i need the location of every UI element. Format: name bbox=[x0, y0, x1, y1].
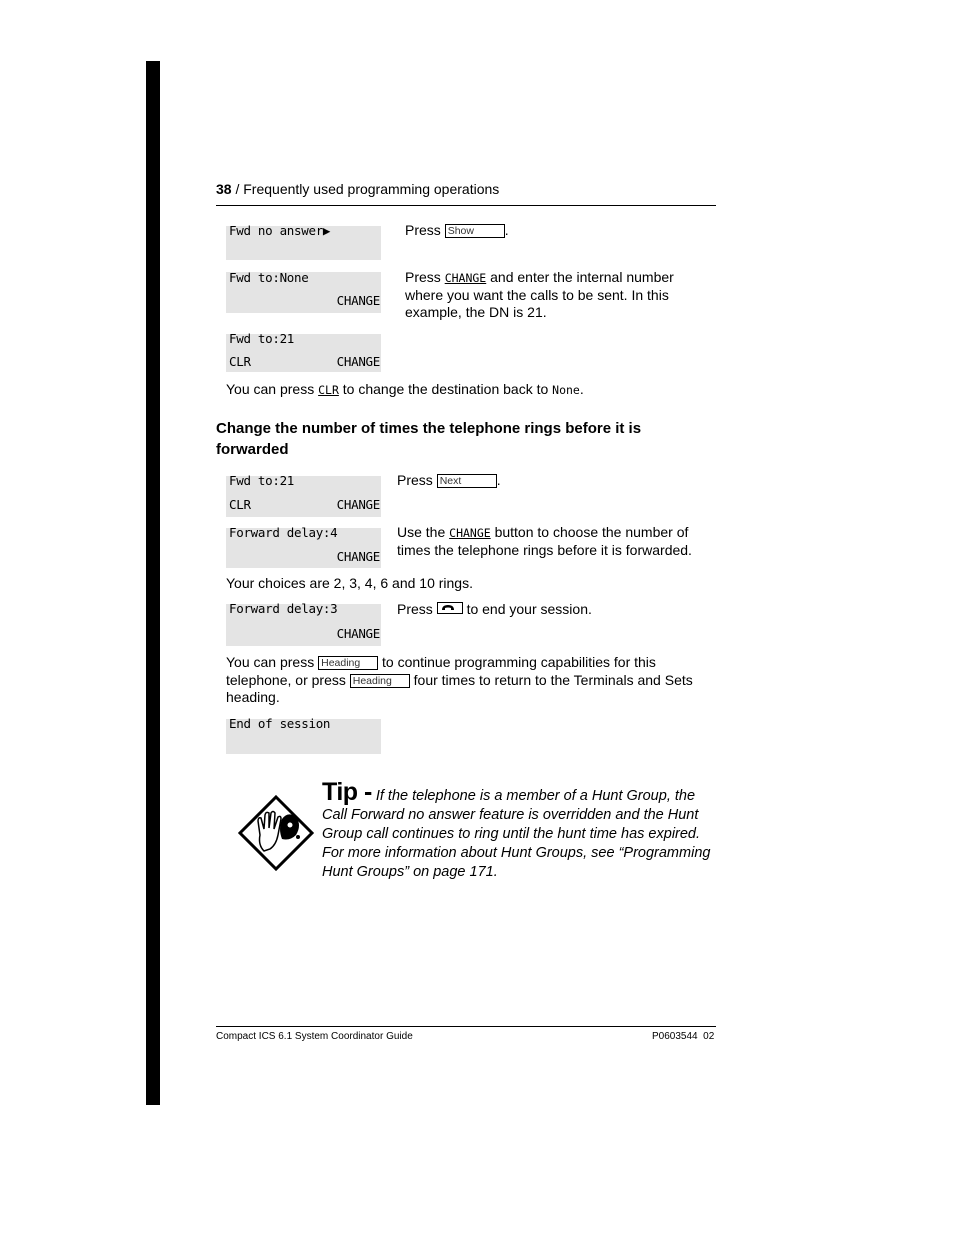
lcd-display-fwd-to-21-b bbox=[226, 473, 381, 517]
tip-label: Tip - bbox=[322, 778, 372, 806]
note-text: You can press bbox=[226, 654, 315, 670]
footer-guide-title: Compact ICS 6.1 System Coordinator Guide bbox=[216, 1031, 413, 1042]
ring-choices-note: Your choices are 2, 3, 4, 6 and 10 rings. bbox=[226, 575, 473, 591]
note-text: You can press bbox=[226, 381, 315, 397]
change-softkey-ref: CHANGE bbox=[449, 526, 491, 540]
lcd-display-forward-delay-4 bbox=[226, 525, 381, 568]
instruction-text: . bbox=[504, 222, 509, 238]
page-edge-bar bbox=[146, 61, 160, 1105]
heading-key: Heading bbox=[318, 656, 378, 670]
instruction-text: where you want the calls to be sent. In this bbox=[405, 287, 669, 303]
instruction-text: Press bbox=[397, 472, 433, 488]
none-value: None bbox=[552, 383, 580, 397]
instruction-text: example, the DN is 21. bbox=[405, 304, 547, 320]
footer-doc-number: P0603544 02 bbox=[652, 1031, 715, 1042]
lcd-display-fwd-no-answer bbox=[226, 223, 381, 260]
lcd-display-end-of-session bbox=[226, 716, 381, 754]
instruction-text: Use the bbox=[397, 524, 446, 540]
note-text: telephone, or press bbox=[226, 672, 346, 688]
lcd-line: End of session bbox=[229, 716, 331, 731]
lcd-softkey-clr: CLR bbox=[229, 497, 251, 512]
instruction-use-change bbox=[397, 524, 692, 559]
lcd-line: Forward delay:4 bbox=[229, 525, 338, 540]
tip-hand-icon bbox=[238, 795, 314, 871]
instruction-text: button to choose the number of bbox=[494, 524, 689, 540]
instruction-text: and enter the internal number bbox=[490, 269, 674, 285]
lcd-line: Fwd to:21 bbox=[229, 473, 295, 488]
heading-note bbox=[226, 654, 693, 706]
lcd-softkey-change: CHANGE bbox=[336, 293, 380, 308]
instruction-text: times the telephone rings before it is forwarded. bbox=[397, 542, 692, 558]
note-text: to continue programming capabilities for this bbox=[382, 654, 656, 670]
page-number: 38 bbox=[216, 181, 232, 197]
page-title: / Frequently used programming operations bbox=[235, 181, 500, 197]
section-heading: Change the number of times the telephone rings before it is forwarded bbox=[216, 420, 642, 458]
lcd-line: Fwd to:21 bbox=[229, 331, 295, 346]
lcd-softkey-change: CHANGE bbox=[336, 497, 380, 512]
lcd-display-fwd-to-none bbox=[226, 272, 381, 313]
show-key: Show bbox=[445, 224, 505, 238]
instruction-text: Press bbox=[397, 601, 433, 617]
lcd-line: Forward delay:3 bbox=[229, 601, 338, 616]
instruction-press-change bbox=[405, 269, 674, 321]
clr-softkey-ref: CLR bbox=[318, 383, 339, 397]
clr-note bbox=[226, 381, 584, 399]
tip-text: If the telephone is a member of a Hunt Group, the Call Forward no answer feature is overridden and the Hunt Group call continues to ring until the hunt time has expired. For more information about Hunt Groups, see “Programming Hunt Groups” on page 171. bbox=[322, 788, 711, 880]
lcd-softkey-change: CHANGE bbox=[336, 626, 380, 641]
lcd-line: Fwd no answer▶ bbox=[229, 223, 331, 238]
header-rule bbox=[216, 205, 716, 206]
lcd-display-fwd-to-21 bbox=[226, 331, 381, 372]
lcd-softkey-change: CHANGE bbox=[336, 354, 380, 369]
page-header bbox=[216, 181, 499, 197]
heading-key: Heading bbox=[350, 674, 410, 688]
lcd-display-forward-delay-3 bbox=[226, 601, 381, 646]
note-text: . bbox=[579, 381, 584, 397]
instruction-text: Press bbox=[405, 222, 441, 238]
note-text: four times to return to the Terminals and Sets bbox=[413, 672, 693, 688]
lcd-line: Fwd to:None bbox=[229, 270, 309, 285]
instruction-press-show bbox=[405, 222, 509, 239]
lcd-softkey-change: CHANGE bbox=[336, 549, 380, 564]
footer-rule bbox=[216, 1026, 716, 1027]
release-key-icon bbox=[437, 602, 463, 614]
note-text: to change the destination back to bbox=[342, 381, 549, 397]
note-text: heading. bbox=[226, 689, 280, 705]
instruction-text: . bbox=[496, 472, 501, 488]
change-softkey-ref: CHANGE bbox=[444, 271, 487, 285]
instruction-text: to end your session. bbox=[466, 601, 592, 617]
instruction-press-release bbox=[397, 601, 592, 618]
next-key: Next bbox=[437, 474, 497, 488]
lcd-softkey-clr: CLR bbox=[229, 354, 251, 369]
instruction-text: Press bbox=[405, 269, 441, 285]
instruction-press-next bbox=[397, 472, 501, 489]
tip-box bbox=[322, 778, 720, 882]
